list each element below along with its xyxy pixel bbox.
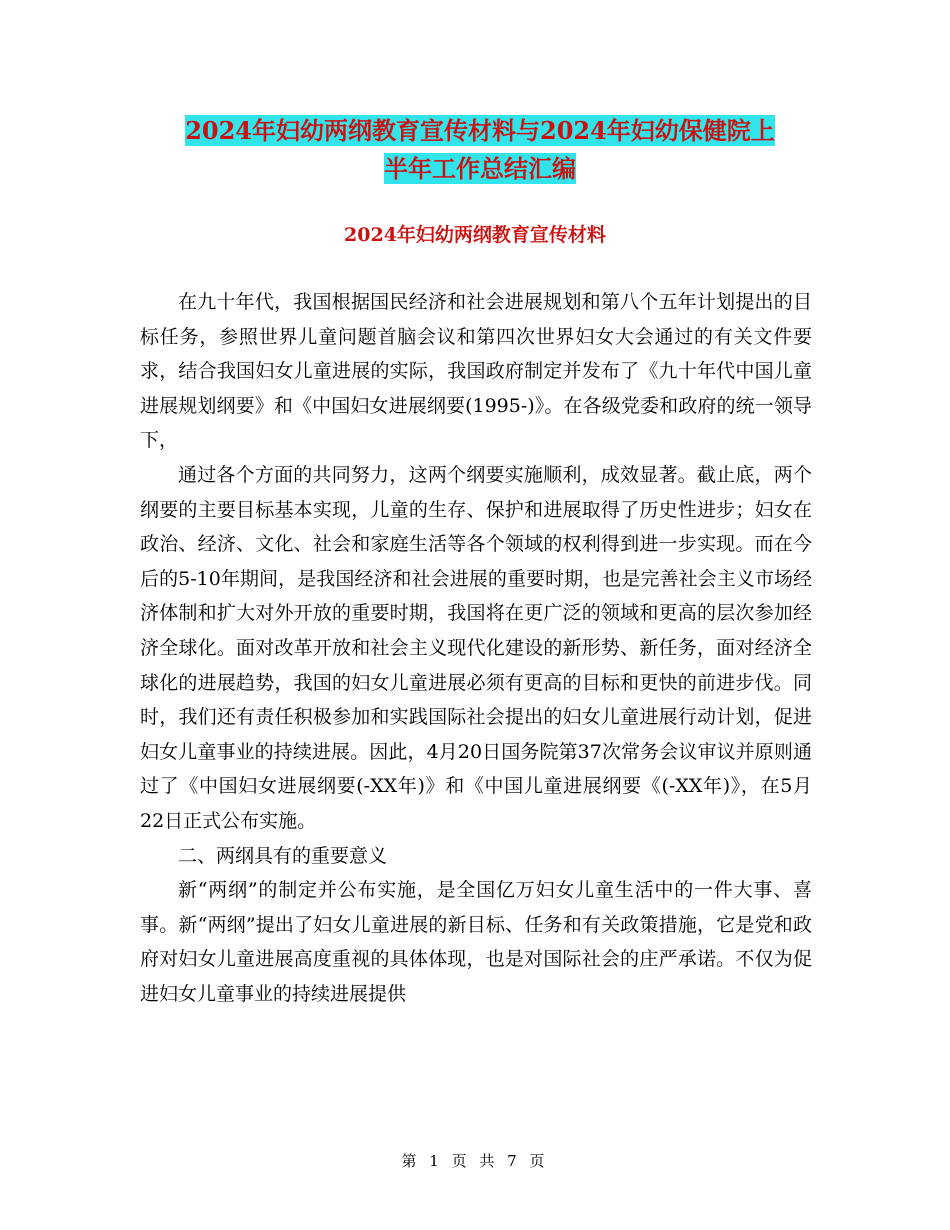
document-title [140, 112, 820, 188]
page-number-footer: 第 1 页 共 7 页 [401, 1152, 549, 1170]
paragraph: 在九十年代，我国根据国民经济和社会进展规划和第八个五年计划提出的目标任务，参照世界儿童问题首脑会议和第四次世界妇女大会通过的有关文件要求，结合我国妇女儿童进展的实际，我国政府制定并发布了《九十年代中国儿童进展规划纲要》和《中国妇女进展纲要(1995-)》。在各级党委和政府的统一领导下， [140, 291, 812, 452]
paragraph: 通过各个方面的共同努力，这两个纲要实施顺利，成效显著。截止底，两个纲要的主要目标基本实现，儿童的生存、保护和进展取得了历史性进步；妇女在政治、经济、文化、社会和家庭生活等各个领域的权利得到进一步实现。而在今后的5-10年期间，是我国经济和社会进展的重要时期，也是完善社会主义市场经济体制和扩大对外开放的重要时期，我国将在更广泛的领域和更高的层次参加经济全球化。面对改革开放和社会主义现代化建设的新形势、新任务，面对经济全球化的进展趋势，我国的妇女儿童进展必须有更高的目标和更快的前进步伐。同时，我们还有责任积极参加和实践国际社会提出的妇女儿童进展行动计划，促进妇女儿童事业的持续进展。因此，4月20日国务院第37次常务会议审议并原则通过了《中国妇女进展纲要(-XX年)》和《中国儿童进展纲要《(-XX年)》，在5月22日正式公布实施。 [140, 463, 812, 832]
title-line-1: 2024年妇幼两纲教育宣传材料与2024年妇幼保健院上 [185, 116, 775, 145]
section-heading: 2024年妇幼两纲教育宣传材料 [344, 224, 606, 246]
title-line-2: 半年工作总结汇编 [384, 154, 576, 183]
body-text [140, 285, 812, 1011]
section-subheading: 二、两纲具有的重要意义 [178, 844, 388, 867]
paragraph: 新“两纲”的制定并公布实施，是全国亿万妇女儿童生活中的一件大事、喜事。新“两纲”提出了妇女儿童进展的新目标、任务和有关政策措施，它是党和政府对妇女儿童进展高度重视的具体体现，也是对国际社会的庄严承诺。不仅为促进妇女儿童事业的持续进展提供 [140, 879, 812, 1005]
